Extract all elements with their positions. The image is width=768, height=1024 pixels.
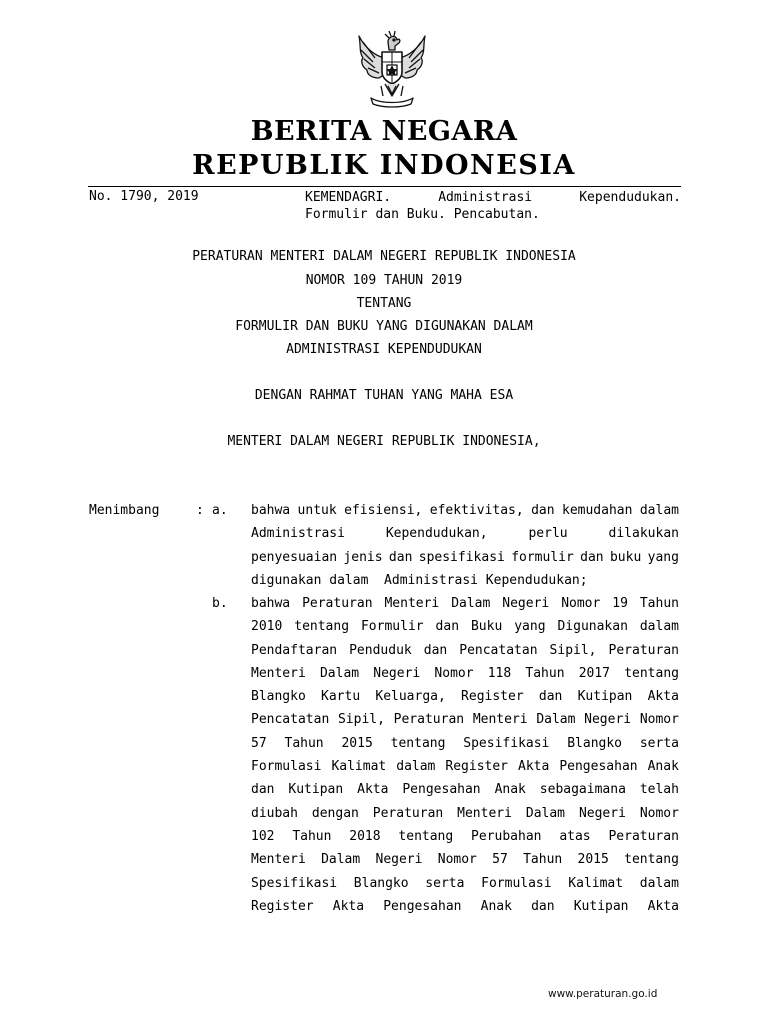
word: serta <box>639 735 679 751</box>
word: 2010 <box>251 619 283 635</box>
word: perlu <box>528 526 568 542</box>
word: serta <box>425 875 465 891</box>
text-line <box>251 825 679 848</box>
subject-word: Administrasi <box>438 190 533 205</box>
footer-url: www.peraturan.go.id <box>548 988 658 1000</box>
word: yang <box>647 549 679 565</box>
word: 2015 <box>577 852 609 868</box>
word: Peraturan <box>608 828 679 844</box>
word: Digunakan <box>557 619 628 635</box>
minister-heading: MENTERI DALAM NEGERI REPUBLIK INDONESIA, <box>227 434 541 449</box>
word: Dalam <box>321 852 361 868</box>
word: Peraturan <box>608 642 679 658</box>
word: dalam <box>639 875 679 891</box>
word: dilakukan <box>608 526 679 542</box>
document-number: No. 1790, 2019 <box>89 189 199 204</box>
word: dan <box>435 619 460 635</box>
item-b-marker: b. <box>212 596 228 611</box>
garuda-emblem-icon <box>355 28 429 112</box>
word: Menteri <box>251 665 306 681</box>
word: 19 <box>612 596 628 611</box>
word: Kalimat <box>568 875 624 891</box>
word: Blangko <box>353 875 409 891</box>
menimbang-colon: : <box>196 503 204 518</box>
word: Tahun <box>525 665 565 681</box>
text-line <box>251 872 679 895</box>
subject-word: Kependudukan. <box>579 190 681 205</box>
word: Nomor <box>437 852 477 868</box>
word: Negeri <box>373 665 421 681</box>
regulation-tentang: TENTANG <box>356 296 412 311</box>
word: jenis <box>343 549 383 565</box>
word: spesifikasi <box>418 549 505 565</box>
word: Akta <box>518 759 550 775</box>
word: Dalam <box>319 665 360 681</box>
word: Akta <box>647 689 679 705</box>
word: sebagaimana <box>539 782 626 798</box>
word: 2015 <box>341 735 373 751</box>
text-line <box>251 499 679 522</box>
word: Dalam <box>536 712 576 728</box>
word: Menteri <box>457 805 512 821</box>
word: Sipil, <box>337 712 385 728</box>
menimbang-item-b <box>251 592 679 918</box>
regulation-number: NOMOR 109 TAHUN 2019 <box>305 273 463 288</box>
word: Pencatatan <box>459 642 538 658</box>
word: Menteri <box>251 852 306 868</box>
word: tentang <box>390 735 446 751</box>
word: dalam <box>639 619 679 635</box>
word: tentang <box>624 665 679 681</box>
word: Negeri <box>375 852 423 868</box>
word: 2018 <box>349 828 381 844</box>
word: dalam <box>396 759 436 775</box>
word: atas <box>559 828 591 844</box>
word: dan <box>423 642 448 658</box>
word: Perubahan <box>471 828 542 844</box>
text-line <box>251 639 679 662</box>
word: Menteri <box>472 712 528 728</box>
word: efisiensi, <box>344 503 423 518</box>
word: dan <box>388 549 413 565</box>
word: Spesifikasi <box>251 875 338 891</box>
word: Nomor <box>639 712 679 728</box>
word: Formulir <box>360 619 424 635</box>
word: Anak <box>480 898 512 914</box>
word: telah <box>639 782 679 798</box>
word: buku <box>609 549 642 565</box>
text-line <box>251 592 679 615</box>
word: Peraturan <box>302 596 373 611</box>
word: yang <box>514 619 546 635</box>
word: tentang <box>294 619 350 635</box>
word: Tahun <box>284 735 324 751</box>
word: dan <box>580 549 604 565</box>
word: Peraturan <box>393 712 465 728</box>
word: untuk <box>297 503 337 518</box>
text-line <box>251 546 679 569</box>
word: Register <box>461 689 524 705</box>
word: Akta <box>647 898 679 914</box>
word: Pengesahan <box>383 898 462 914</box>
word: Register <box>445 759 509 775</box>
word: Register <box>251 898 314 914</box>
subject-word: KEMENDAGRI. <box>305 190 392 205</box>
word: kemudahan <box>562 503 633 518</box>
word: dengan <box>311 805 359 821</box>
word: 2017 <box>578 665 611 681</box>
word: Negeri <box>502 596 550 611</box>
word: Blangko <box>251 689 306 705</box>
word: Anak <box>647 759 679 775</box>
masthead-divider <box>88 186 681 187</box>
text-line-last: digunakan dalam Administrasi Kependudukan; <box>251 572 588 588</box>
word: Blangko <box>567 735 623 751</box>
word: Negeri <box>584 712 632 728</box>
word: Nomor <box>561 596 601 611</box>
word: Kalimat <box>331 759 387 775</box>
word: Menteri <box>384 596 440 611</box>
word: tentang <box>624 852 679 868</box>
text-line <box>251 755 679 778</box>
word: bahwa <box>251 503 291 518</box>
word: formulir <box>511 549 574 565</box>
word: Akta <box>357 782 389 798</box>
kemendagri-subject <box>305 189 681 223</box>
word: Penduduk <box>349 642 412 658</box>
menimbang-label: Menimbang <box>89 503 160 518</box>
word: Anak <box>494 782 526 798</box>
word: Nomor <box>639 805 679 821</box>
word: Buku <box>470 619 503 635</box>
word: penyesuaian <box>251 549 338 565</box>
word: Formulasi <box>481 875 552 891</box>
regulation-title: PERATURAN MENTERI DALAM NEGERI REPUBLIK INDONESIA <box>192 249 576 264</box>
text-line <box>251 522 679 545</box>
text-line <box>251 708 679 731</box>
word: tentang <box>398 828 454 844</box>
word: Spesifikasi <box>463 735 550 751</box>
word: Administrasi <box>251 526 345 542</box>
text-line <box>251 615 679 638</box>
word: 118 <box>487 665 512 681</box>
word: Kutipan <box>288 782 344 798</box>
word: efektivitas, <box>429 503 524 518</box>
word: Peraturan <box>372 805 444 821</box>
word: Tahun <box>639 596 679 611</box>
word: Tahun <box>523 852 563 868</box>
word: Dalam <box>525 805 566 821</box>
word: Tahun <box>292 828 332 844</box>
word: Kutipan <box>573 898 629 914</box>
word: Pengesahan <box>559 759 638 775</box>
word: Akta <box>332 898 365 914</box>
subject-line-2: Formulir dan Buku. Pencabutan. <box>305 207 540 222</box>
menimbang-item-a <box>251 499 679 592</box>
word: dan <box>538 689 563 705</box>
text-line <box>251 848 679 871</box>
invocation: DENGAN RAHMAT TUHAN YANG MAHA ESA <box>254 388 514 403</box>
word: bahwa <box>251 596 291 611</box>
word: Pengesahan <box>402 782 481 798</box>
text-line <box>251 732 679 755</box>
word: Keluarga, <box>375 689 446 705</box>
text-line <box>251 895 679 918</box>
text-line <box>251 662 679 685</box>
text-line <box>251 802 679 825</box>
word: Nomor <box>434 665 474 681</box>
word: Kartu <box>321 689 361 705</box>
word: Kependudukan, <box>385 526 488 542</box>
word: Dalam <box>451 596 491 611</box>
regulation-subject-1: FORMULIR DAN BUKU YANG DIGUNAKAN DALAM <box>235 319 533 334</box>
word: Sipil, <box>549 642 597 658</box>
word: 57 <box>251 735 267 751</box>
regulation-subject-2: ADMINISTRASI KEPENDUDUKAN <box>286 342 482 357</box>
word: Formulasi <box>251 759 322 775</box>
word: 102 <box>251 828 275 844</box>
text-line <box>251 778 679 801</box>
word: dan <box>531 898 555 914</box>
item-a-marker: a. <box>212 503 228 518</box>
text-line <box>251 685 679 708</box>
word: dalam <box>639 503 679 518</box>
masthead-title: BERITA NEGARA <box>250 116 518 147</box>
masthead-subtitle: REPUBLIK INDONESIA <box>192 150 576 181</box>
word: dan <box>531 503 555 518</box>
word: Pendaftaran <box>251 642 338 658</box>
word: Kutipan <box>577 689 633 705</box>
word: diubah <box>251 805 298 821</box>
word: Pencatatan <box>251 712 330 728</box>
word: dan <box>251 782 275 798</box>
word: 57 <box>492 852 508 868</box>
word: Negeri <box>578 805 626 821</box>
